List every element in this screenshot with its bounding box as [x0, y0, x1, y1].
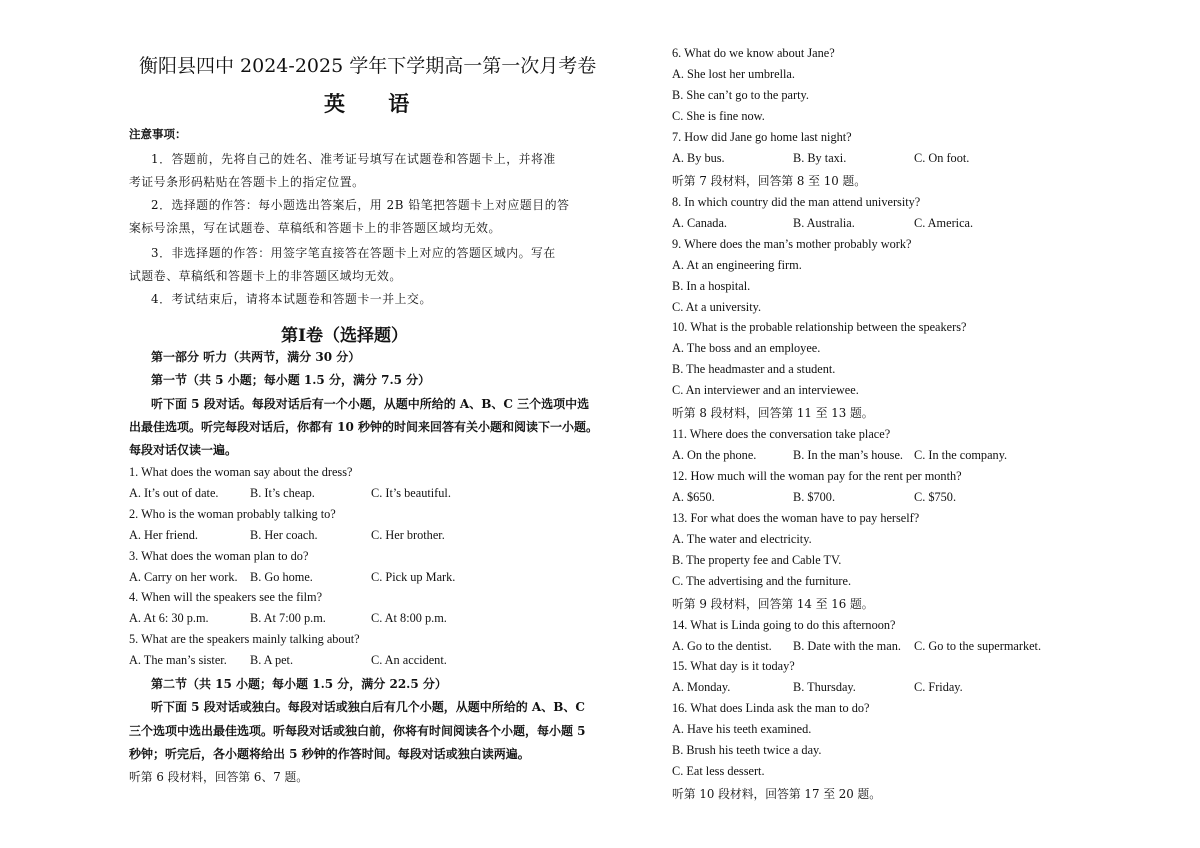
option: C. Her brother.	[371, 528, 445, 542]
question-stem: 8. In which country did the man attend university?	[672, 195, 921, 209]
section-instructions: 出最佳选项。听完每段对话后，你都有 10 秒钟的时间来回答有关小题和阅读下一小题。	[129, 420, 599, 434]
question-stem: 5. What are the speakers mainly talking about?	[129, 632, 360, 646]
material-note: 听第 9 段材料，回答第 14 至 16 题。	[672, 597, 874, 611]
option: B. The headmaster and a student.	[672, 362, 836, 376]
section-instructions: 每段对话仅读一遍。	[129, 443, 238, 457]
notice-line: 1．答题前，先将自己的姓名、准考证号填写在试题卷和答题卡上，并将准	[151, 152, 556, 166]
option: C. The advertising and the furniture.	[672, 574, 852, 588]
notice-line: 2．选择题的作答：每小题选出答案后，用 2B 铅笔把答题卡上对应题目的答	[151, 198, 570, 212]
option: C. On foot.	[914, 151, 970, 165]
option: C. An accident.	[371, 653, 447, 667]
material-note: 听第 8 段材料，回答第 11 至 13 题。	[672, 406, 874, 420]
option: B. She can’t go to the party.	[672, 88, 809, 102]
question-stem: 11. Where does the conversation take place?	[672, 427, 891, 441]
question-stem: 10. What is the probable relationship between the speakers?	[672, 320, 967, 334]
option: C. Pick up Mark.	[371, 570, 456, 584]
question-stem: 3. What does the woman plan to do?	[129, 549, 309, 563]
option: C. At 8:00 p.m.	[371, 611, 447, 625]
option: B. In a hospital.	[672, 279, 751, 293]
question-stem: 1. What does the woman say about the dress?	[129, 465, 353, 479]
section-instructions: 听下面 5 段对话。每段对话后有一个小题，从题中所给的 A、B、C 三个选项中选	[151, 397, 590, 411]
option: A. It’s out of date.	[129, 486, 219, 500]
question-stem: 2. Who is the woman probably talking to?	[129, 507, 336, 521]
option: B. Brush his teeth twice a day.	[672, 743, 822, 757]
option: C. Friday.	[914, 680, 963, 694]
option: B. At 7:00 p.m.	[250, 611, 326, 625]
notice-heading: 注意事项：	[129, 127, 187, 141]
question-stem: 13. For what does the woman have to pay herself?	[672, 511, 920, 525]
option: A. At an engineering firm.	[672, 258, 802, 272]
section-heading: 第一节（共 5 小题；每小题 1.5 分，满分 7.5 分）	[151, 373, 431, 387]
option: A. The man’s sister.	[129, 653, 227, 667]
option: A. At 6: 30 p.m.	[129, 611, 209, 625]
option: A. She lost her umbrella.	[672, 67, 795, 81]
option: A. Have his teeth examined.	[672, 722, 812, 736]
option: C. Go to the supermarket.	[914, 639, 1042, 653]
question-stem: 14. What is Linda going to do this afternoon?	[672, 618, 896, 632]
option: A. Go to the dentist.	[672, 639, 772, 653]
part-heading: 第一部分 听力（共两节，满分 30 分）	[151, 350, 361, 364]
section-instructions: 秒钟；听完后，各小题将给出 5 秒钟的作答时间。每段对话或独白读两遍。	[129, 747, 530, 761]
option: B. Date with the man.	[793, 639, 901, 653]
material-note: 听第 6 段材料，回答第 6、7 题。	[129, 770, 309, 784]
notice-line: 案标号涂黑，写在试题卷、草稿纸和答题卡上的非答题区域均无效。	[129, 221, 501, 235]
question-stem: 16. What does Linda ask the man to do?	[672, 701, 870, 715]
option: C. $750.	[914, 490, 957, 504]
option: B. In the man’s house.	[793, 448, 903, 462]
option: B. Australia.	[793, 216, 855, 230]
option: B. A pet.	[250, 653, 294, 667]
option: C. At a university.	[672, 300, 762, 314]
question-stem: 4. When will the speakers see the film?	[129, 590, 323, 604]
subject-title: 英 语	[324, 91, 428, 116]
section-instructions: 听下面 5 段对话或独白。每段对话或独白后有几个小题，从题中所给的 A、B、C	[151, 700, 585, 714]
notice-line: 考证号条形码粘贴在答题卡上的指定位置。	[129, 175, 365, 189]
option: A. By bus.	[672, 151, 725, 165]
material-note: 听第 10 段材料，回答第 17 至 20 题。	[672, 787, 882, 801]
option: B. Go home.	[250, 570, 313, 584]
option: B. The property fee and Cable TV.	[672, 553, 842, 567]
option: C. An interviewer and an interviewee.	[672, 383, 859, 397]
section-instructions: 三个选项中选出最佳选项。听每段对话或独白前，你将有时间阅读各个小题，每小题 5	[129, 724, 586, 738]
option: A. The boss and an employee.	[672, 341, 821, 355]
option: B. Her coach.	[250, 528, 318, 542]
material-note: 听第 7 段材料，回答第 8 至 10 题。	[672, 174, 867, 188]
option: C. She is fine now.	[672, 109, 765, 123]
option: A. The water and electricity.	[672, 532, 812, 546]
option: B. By taxi.	[793, 151, 847, 165]
option: B. It’s cheap.	[250, 486, 315, 500]
option: A. Her friend.	[129, 528, 198, 542]
notice-line: 试题卷、草稿纸和答题卡上的非答题区域均无效。	[129, 269, 402, 283]
option: C. America.	[914, 216, 974, 230]
option: B. Thursday.	[793, 680, 856, 694]
option: B. $700.	[793, 490, 836, 504]
volume-title: 第Ⅰ卷（选择题）	[281, 326, 408, 346]
option: A. Canada.	[672, 216, 727, 230]
question-stem: 15. What day is it today?	[672, 659, 795, 673]
option: A. $650.	[672, 490, 715, 504]
option: A. On the phone.	[672, 448, 757, 462]
question-stem: 7. How did Jane go home last night?	[672, 130, 852, 144]
option: C. Eat less dessert.	[672, 764, 765, 778]
question-stem: 6. What do we know about Jane?	[672, 46, 835, 60]
question-stem: 12. How much will the woman pay for the rent per month?	[672, 469, 962, 483]
exam-title: 衡阳县四中 2024-2025 学年下学期高一第一次月考卷	[139, 55, 597, 77]
option: A. Monday.	[672, 680, 731, 694]
question-stem: 9. Where does the man’s mother probably work?	[672, 237, 912, 251]
option: A. Carry on her work.	[129, 570, 238, 584]
option: C. It’s beautiful.	[371, 486, 451, 500]
notice-line: 3．非选择题的作答：用签字笔直接答在答题卡上对应的答题区域内。写在	[151, 246, 556, 260]
section-heading: 第二节（共 15 小题；每小题 1.5 分，满分 22.5 分）	[151, 677, 447, 691]
option: C. In the company.	[914, 448, 1008, 462]
notice-line: 4．考试结束后，请将本试题卷和答题卡一并上交。	[151, 292, 432, 306]
